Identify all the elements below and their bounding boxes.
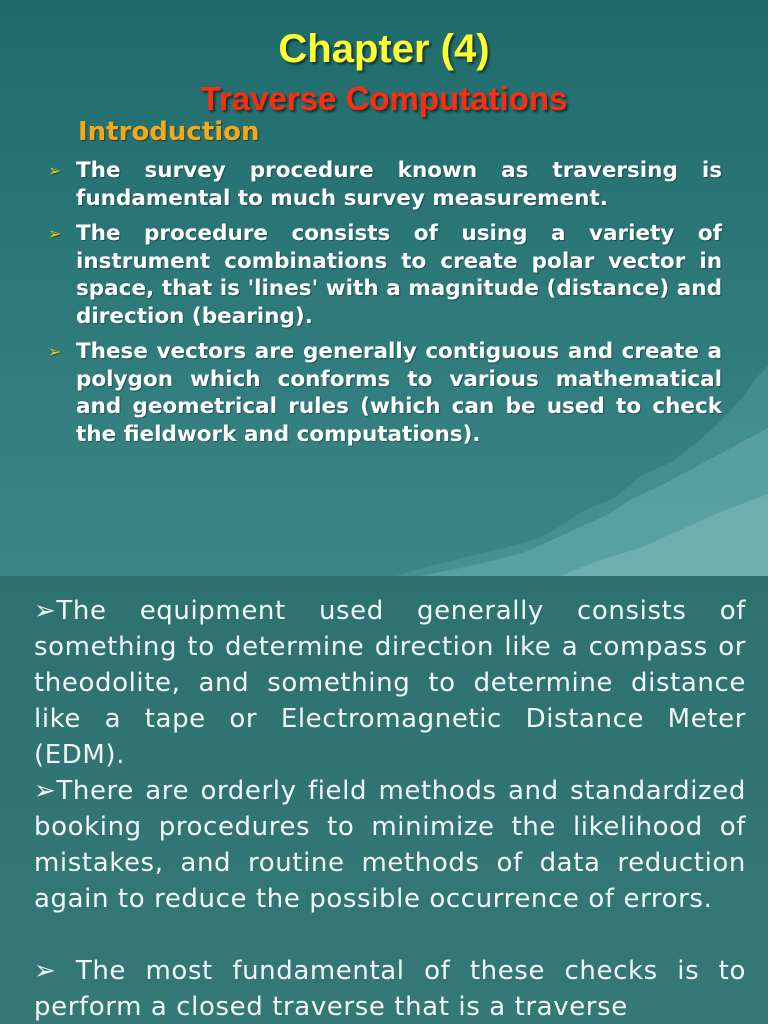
chapter-subtitle: Traverse Computations	[200, 80, 568, 117]
paragraph-equipment: ➢The equipment used generally consists of something to determine direction like a compass or theodolite, and something to determine distance like a tape or Electromagnetic Distance Meter (EDM).	[34, 596, 746, 770]
arrow-bullet-icon: ➢	[48, 342, 62, 361]
bullet-item	[46, 220, 722, 330]
bullet-item	[46, 157, 722, 212]
arrow-bullet-icon: ➢	[48, 224, 62, 243]
bullet-text: The survey procedure known as traversing is fundamental to much survey measurement.	[76, 158, 722, 211]
paragraph-closed-traverse: ➢ The most fundamental of these checks is to perform a closed traverse that is a traverse	[34, 956, 746, 1022]
chapter-title: Chapter (4)	[278, 27, 490, 71]
slide-2	[0, 576, 768, 1024]
section-heading: Introduction	[78, 117, 260, 147]
bullet-text: The procedure consists of using a variety of instrument combinations to create polar vector in space, that is 'lines' with a magnitude (distance) and direction (bearing).	[76, 221, 722, 329]
bullet-list	[46, 157, 722, 456]
bullet-item	[46, 338, 722, 448]
arrow-bullet-icon: ➢	[48, 161, 62, 180]
bullet-text: These vectors are generally contiguous and create a polygon which conforms to various mathematical and geometrical rules (which can be used to check the fieldwork and computations).	[76, 339, 722, 447]
paragraph-field-methods: ➢There are orderly field methods and standardized booking procedures to minimize the likelihood of mistakes, and routine methods of data reduction again to reduce the possible occurrence of errors.	[34, 776, 746, 914]
